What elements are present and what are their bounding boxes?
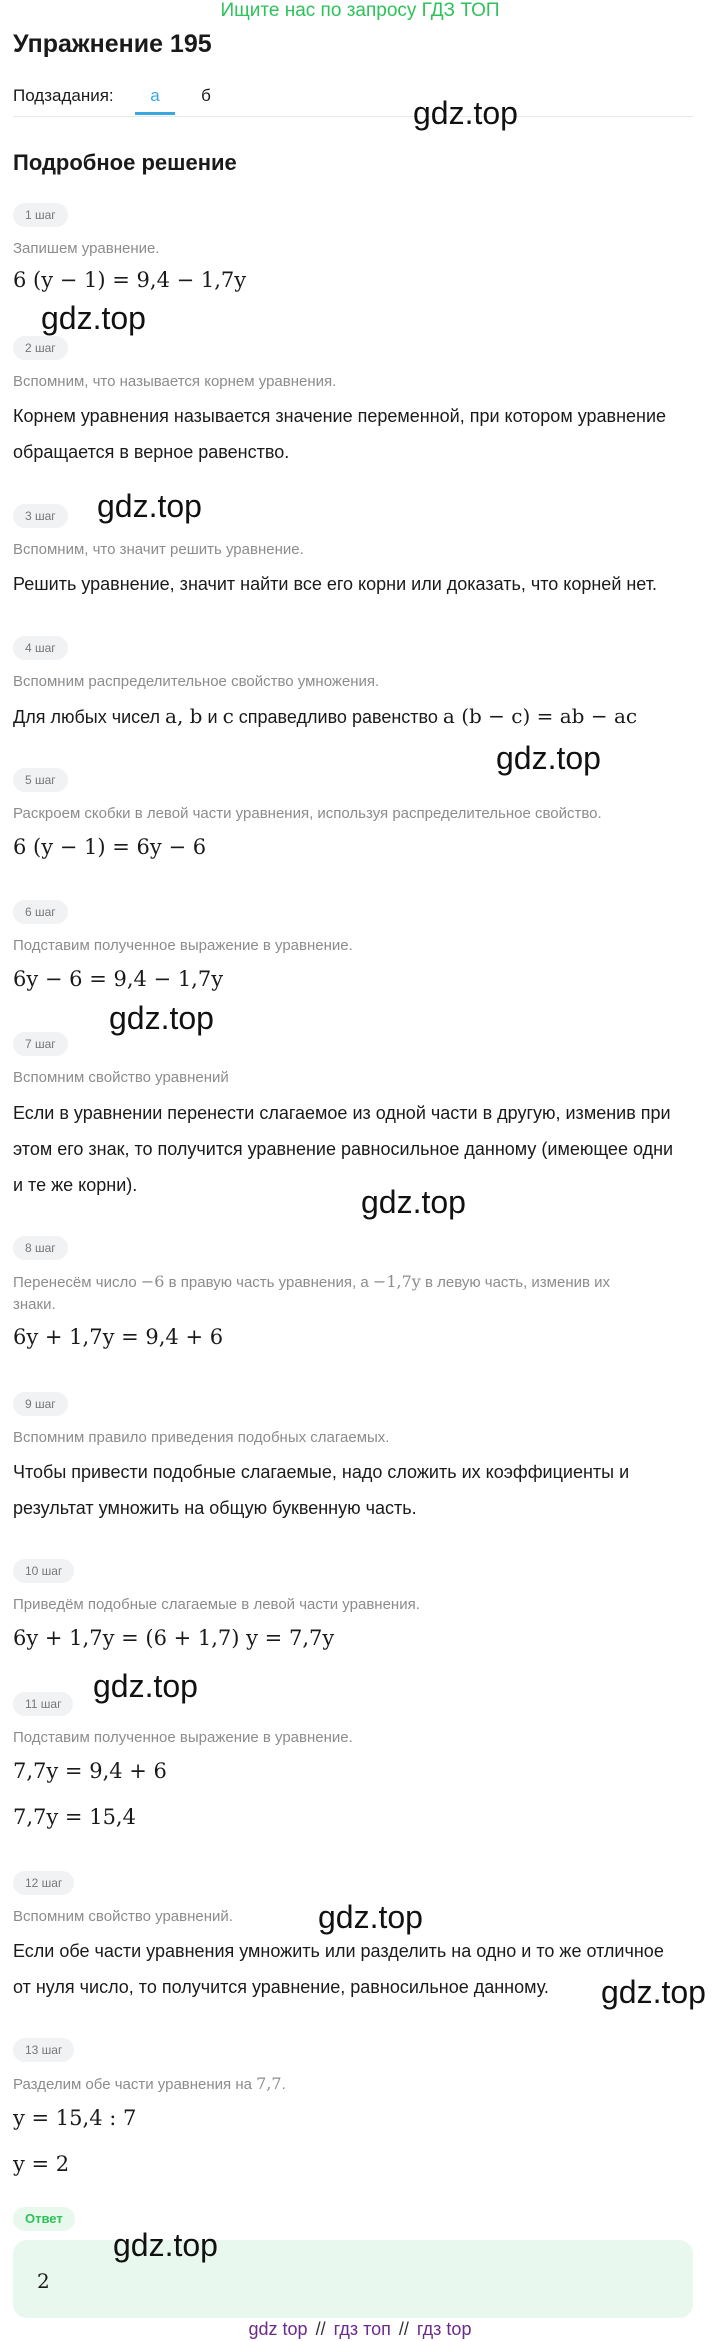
step-hint: Вспомним, что называется корнем уравнения. xyxy=(13,373,337,390)
step-text-line: обращается в верное равенство. xyxy=(13,442,290,462)
inline-formula: a, b xyxy=(165,704,203,728)
step-hint: Вспомним распределительное свойство умножения. xyxy=(13,673,380,690)
step-text-line: Если обе части уравнения умножить или разделить на одно и то же отличное xyxy=(13,1941,664,1961)
step-label: 2 шаг xyxy=(13,336,68,360)
step-text-line xyxy=(13,698,703,735)
footer-link[interactable]: гдз топ xyxy=(333,2319,391,2339)
top-banner: Ищите нас по запросу ГДЗ ТОП xyxy=(220,0,500,21)
step-hint: Вспомним свойство уравнений. xyxy=(13,1908,233,1925)
step-hint: Вспомним, что значит решить уравнение. xyxy=(13,541,304,558)
text-part: в левую часть, изменив их xyxy=(420,1274,611,1291)
text-part: и xyxy=(202,707,223,727)
step-label: 8 шаг xyxy=(13,1236,68,1260)
inline-formula: 7,7 xyxy=(256,2074,282,2093)
tabs-divider xyxy=(13,116,693,117)
step-label: 13 шаг xyxy=(13,2038,74,2062)
step-formula: 6y + 1,7y = 9,4 + 6 xyxy=(13,1325,224,1349)
step-formula: 6 (y − 1) = 9,4 − 1,7y xyxy=(13,268,247,292)
step-text-line: и те же корни). xyxy=(13,1175,138,1195)
step-formula: y = 15,4 : 7 xyxy=(13,2106,137,2130)
step-text-line: Решить уравнение, значит найти все его корни или доказать, что корней нет. xyxy=(13,574,657,594)
text-part: Для любых чисел xyxy=(13,707,166,727)
text-part: в правую часть уравнения, а xyxy=(164,1274,373,1291)
watermark: gdz.top xyxy=(318,1899,423,1935)
watermark: gdz.top xyxy=(109,1000,214,1036)
text-part: Перенесём число xyxy=(13,1274,141,1291)
tab-subtask-a[interactable]: а xyxy=(150,86,160,105)
step-text-line: Чтобы привести подобные слагаемые, надо сложить их коэффициенты и xyxy=(13,1462,630,1482)
step-formula: 6 (y − 1) = 6y − 6 xyxy=(13,835,207,859)
tab-active-indicator xyxy=(135,112,175,115)
section-title: Подробное решение xyxy=(13,150,237,175)
footer-link[interactable]: gdz top xyxy=(248,2319,308,2339)
step-label: 6 шаг xyxy=(13,900,68,924)
step-hint: Приведём подобные слагаемые в левой части уравнения. xyxy=(13,1596,420,1613)
step-hint xyxy=(13,1271,693,1293)
step-hint: Запишем уравнение. xyxy=(13,240,160,257)
inline-formula: c xyxy=(222,704,234,728)
step-text-line: Корнем уравнения называется значение переменной, при котором уравнение xyxy=(13,406,667,426)
text-part: Разделим обе части уравнения на xyxy=(13,2076,257,2093)
watermark: gdz.top xyxy=(97,488,202,524)
tab-subtask-b[interactable]: б xyxy=(201,86,211,105)
step-label: 9 шаг xyxy=(13,1392,68,1416)
step-hint: Вспомним правило приведения подобных слагаемых. xyxy=(13,1429,390,1446)
text-part: . xyxy=(281,2076,286,2093)
step-text-line: результат умножить на общую буквенную часть. xyxy=(13,1498,417,1518)
step-label: 5 шаг xyxy=(13,768,68,792)
page-title: Упражнение 195 xyxy=(13,30,212,58)
watermark: gdz.top xyxy=(93,1668,198,1704)
step-label: 7 шаг xyxy=(13,1032,68,1056)
step-formula: 7,7y = 15,4 xyxy=(13,1805,136,1829)
step-label: 1 шаг xyxy=(13,203,68,227)
step-text-line: Если в уравнении перенести слагаемое из одной части в другую, изменив при xyxy=(13,1103,671,1123)
subtasks-label: Подзадания: xyxy=(13,86,114,105)
step-hint: Вспомним свойство уравнений xyxy=(13,1069,229,1086)
inline-formula: a (b − c) = ab − ac xyxy=(442,704,638,728)
footer xyxy=(0,2318,720,2341)
step-hint xyxy=(13,2073,693,2095)
step-hint: Раскроем скобки в левой части уравнения, используя распределительное свойство. xyxy=(13,805,602,822)
step-label: 12 шаг xyxy=(13,1871,74,1895)
footer-link[interactable]: гдз top xyxy=(416,2319,472,2339)
watermark: gdz.top xyxy=(496,740,601,776)
watermark: gdz.top xyxy=(361,1184,466,1220)
step-text-line: этом его знак, то получится уравнение равносильное данному (имеющее одни xyxy=(13,1139,674,1159)
step-label: 10 шаг xyxy=(13,1559,74,1583)
step-formula: 6y + 1,7y = (6 + 1,7) y = 7,7y xyxy=(13,1626,335,1650)
answer-label: Ответ xyxy=(13,2207,75,2231)
step-label: 4 шаг xyxy=(13,636,68,660)
text-part: справедливо равенство xyxy=(233,707,443,727)
step-formula: 6y − 6 = 9,4 − 1,7y xyxy=(13,967,224,991)
watermark: gdz.top xyxy=(113,2227,218,2263)
inline-formula: −6 xyxy=(140,1272,165,1291)
answer-value: 2 xyxy=(37,2269,50,2293)
footer-separator: // xyxy=(398,2319,409,2339)
watermark: gdz.top xyxy=(601,1974,706,2010)
watermark: gdz.top xyxy=(41,300,146,336)
step-hint: Подставим полученное выражение в уравнение. xyxy=(13,1729,353,1746)
step-hint: Подставим полученное выражение в уравнение. xyxy=(13,937,353,954)
step-text-line: от нуля число, то получится уравнение, равносильное данному. xyxy=(13,1977,549,1997)
step-formula: 7,7y = 9,4 + 6 xyxy=(13,1759,167,1783)
step-label: 11 шаг xyxy=(13,1692,73,1716)
inline-formula: −1,7y xyxy=(372,1272,421,1291)
watermark: gdz.top xyxy=(413,95,518,131)
step-formula: y = 2 xyxy=(13,2152,70,2176)
step-label: 3 шаг xyxy=(13,504,68,528)
step-hint-line: знаки. xyxy=(13,1296,56,1313)
footer-separator: // xyxy=(315,2319,326,2339)
